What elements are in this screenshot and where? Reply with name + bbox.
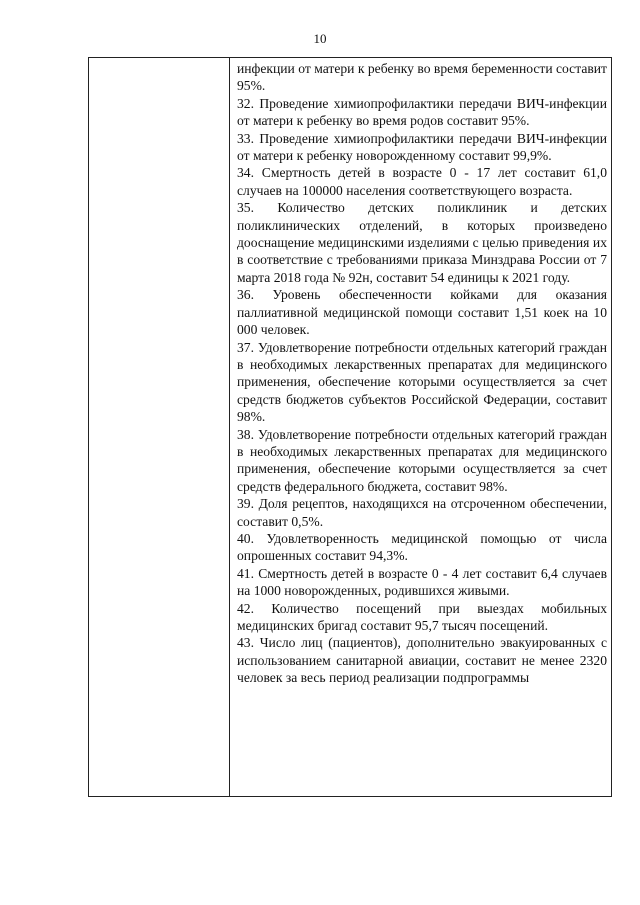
list-item: 43. Число лиц (пациентов), дополнительно эвакуированных с использованием санитарной авиации, составит не менее 2320 человек за весь период реализации подпрограммы: [237, 635, 607, 686]
list-item: 36. Уровень обеспеченности койками для оказания паллиативной медицинской помощи составит 1,51 коек на 10 000 человек.: [237, 287, 607, 338]
list-item: 32. Проведение химиопрофилактики передачи ВИЧ-инфекции от матери к ребенку во время родов составит 95%.: [237, 95, 607, 129]
list-item: 40. Удовлетворенность медицинской помощью от числа опрошенных составит 94,3%.: [237, 530, 607, 564]
table-left-cell: [89, 58, 230, 796]
list-item: 39. Доля рецептов, находящихся на отсроченном обеспечении, составит 0,5%.: [237, 496, 607, 529]
list-item: 38. Удовлетворение потребности отдельных категорий граждан в необходимых лекарственных препаратах для медицинского применения, обеспечение которыми осуществляется за счет средств федерального бюджета, составит 98%.: [237, 426, 607, 494]
list-item: 37. Удовлетворение потребности отдельных категорий граждан в необходимых лекарственных препаратах для медицинского применения, обеспечение которыми осуществляется за счет средств бюджетов субъектов Российской Федерации, составит 98%.: [237, 339, 607, 425]
list-item: 42. Количество посещений при выездах мобильных медицинских бригад составит 95,7 тысяч посещений.: [237, 600, 607, 633]
document-table: [88, 57, 612, 797]
table-right-cell: [230, 58, 611, 796]
list-item: 35. Количество детских поликлиник и детских поликлинических отделений, в которых произведено дооснащение медицинскими изделиями с целью приведения их в соответствие с требованиями приказа Минздрава России от 7 марта 2018 года № 92н, составит 54 единицы к 2021 году.: [237, 200, 607, 285]
page-number: 10: [313, 31, 327, 46]
list-item: инфекции от матери к ребенку во время беременности составит 95%.: [237, 61, 607, 94]
list-item: 41. Смертность детей в возрасте 0 - 4 лет составит 6,4 случаев на 1000 новорожденных, родившихся живыми.: [237, 565, 607, 599]
list-item: 33. Проведение химиопрофилактики передачи ВИЧ-инфекции от матери к ребенку новорожденному составит 99,9%.: [237, 130, 607, 164]
list-item: 34. Смертность детей в возрасте 0 - 17 лет составит 61,0 случаев на 100000 населения соответствующего возраста.: [237, 165, 607, 198]
